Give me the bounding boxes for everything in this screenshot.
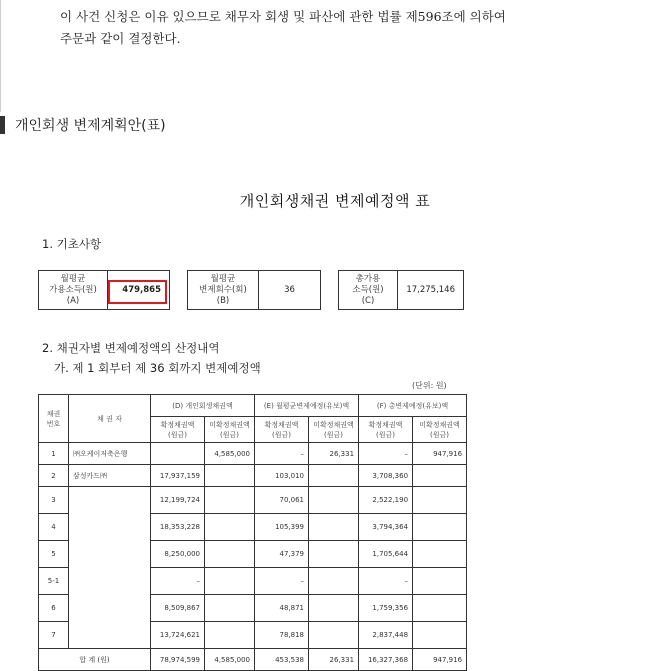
header-d-confirmed: 확정채권액 (원금) (151, 417, 205, 443)
row-e-confirmed: – (255, 443, 309, 465)
table-row (39, 568, 467, 595)
document-title: 개인회생채권 변제예정액 표 (239, 192, 431, 210)
total-label: 합 계 (원) (39, 649, 151, 671)
row-d-unconfirmed (205, 465, 255, 487)
row-e-unconfirmed (309, 465, 359, 487)
row-e-confirmed: 48,871 (255, 595, 309, 622)
table-row (39, 487, 467, 514)
row-f-unconfirmed (413, 541, 467, 568)
box-repayment-count (187, 270, 321, 310)
header-group-e: (E) 월평균변제예정(유보)액 (255, 395, 359, 417)
intro-line-2: 주문과 같이 결정한다. (60, 31, 181, 46)
header-creditor: 채 권 자 (69, 395, 151, 443)
total-f2: 947,916 (413, 649, 467, 671)
row-e-unconfirmed (309, 595, 359, 622)
row-number: 1 (39, 443, 69, 465)
table-row (39, 541, 467, 568)
row-d-unconfirmed (205, 622, 255, 649)
row-creditor (69, 595, 151, 622)
row-number: 7 (39, 622, 69, 649)
unit-label: (단위: 원) (412, 381, 447, 390)
row-d-confirmed: 12,199,724 (151, 487, 205, 514)
row-f-confirmed: 2,522,190 (359, 487, 413, 514)
row-creditor (69, 622, 151, 649)
row-d-confirmed (151, 443, 205, 465)
box-c-label-line2: 소득(원) (352, 284, 384, 295)
row-f-unconfirmed (413, 568, 467, 595)
row-e-unconfirmed (309, 568, 359, 595)
row-creditor (69, 541, 151, 568)
box-a-label-line3: (A) (66, 295, 80, 306)
box-a-label-line2: 가용소득(원) (49, 284, 97, 295)
box-c-label-line1: 총가용 (355, 273, 381, 284)
row-e-confirmed: 70,061 (255, 487, 309, 514)
row-d-confirmed: 8,509,867 (151, 595, 205, 622)
calc-subheading: 가. 제 1 회부터 제 36 회까지 변제예정액 (54, 361, 261, 375)
intro-line-1: 이 사건 신청은 이유 있으므로 채무자 회생 및 파산에 관한 법률 제596조에 의하여 (60, 9, 506, 24)
row-f-unconfirmed (413, 465, 467, 487)
row-f-confirmed: 3,794,364 (359, 514, 413, 541)
row-creditor: 삼성카드㈜ (69, 465, 151, 487)
table-row (39, 622, 467, 649)
section-heading (0, 114, 166, 136)
row-d-unconfirmed (205, 541, 255, 568)
row-f-confirmed: – (359, 443, 413, 465)
row-f-confirmed: 1,759,356 (359, 595, 413, 622)
row-e-unconfirmed (309, 514, 359, 541)
table-row (39, 465, 467, 487)
row-f-unconfirmed (413, 487, 467, 514)
table-row (39, 443, 467, 465)
row-f-unconfirmed: 947,916 (413, 443, 467, 465)
row-d-confirmed: 17,937,159 (151, 465, 205, 487)
row-f-confirmed: 3,708,360 (359, 465, 413, 487)
row-d-unconfirmed (205, 568, 255, 595)
header-group-f: (F) 총변제예정(유보)액 (359, 395, 467, 417)
table-row (39, 595, 467, 622)
row-creditor: ㈜오케이저축은행 (69, 443, 151, 465)
total-e1: 453,538 (255, 649, 309, 671)
row-d-confirmed: 18,353,228 (151, 514, 205, 541)
box-b-label-line3: (B) (216, 295, 230, 306)
table-header-row-1 (39, 395, 467, 417)
row-e-unconfirmed: 26,331 (309, 443, 359, 465)
row-f-confirmed: 2,837,448 (359, 622, 413, 649)
box-b-label-line2: 변제회수(회) (199, 284, 247, 295)
total-e2: 26,331 (309, 649, 359, 671)
row-d-unconfirmed: 4,585,000 (205, 443, 255, 465)
header-group-d: (D) 개인회생채권액 (151, 395, 255, 417)
row-d-confirmed: 8,250,000 (151, 541, 205, 568)
row-creditor (69, 568, 151, 595)
repayment-table (38, 394, 467, 671)
total-f1: 16,327,368 (359, 649, 413, 671)
row-d-unconfirmed (205, 487, 255, 514)
row-number: 4 (39, 514, 69, 541)
header-no: 채권 번호 (39, 395, 69, 443)
left-margin-rule (0, 0, 1, 112)
row-number: 2 (39, 465, 69, 487)
calc-heading: 2. 채권자별 변제예정액의 산정내역 (42, 341, 220, 355)
header-e-unconfirmed: 미확정채권액 (원금) (309, 417, 359, 443)
row-f-unconfirmed (413, 514, 467, 541)
box-total-income (338, 270, 464, 310)
row-f-unconfirmed (413, 622, 467, 649)
row-e-confirmed: 47,379 (255, 541, 309, 568)
total-d1: 78,974,599 (151, 649, 205, 671)
row-e-confirmed: 103,010 (255, 465, 309, 487)
section-heading-text: 개인회생 변제계획안(표) (15, 118, 166, 134)
box-c-value: 17,275,146 (406, 285, 455, 295)
row-d-confirmed: – (151, 568, 205, 595)
header-f-confirmed: 확정채권액 (원금) (359, 417, 413, 443)
row-e-unconfirmed (309, 622, 359, 649)
total-d2: 4,585,000 (205, 649, 255, 671)
row-d-confirmed: 13,724,621 (151, 622, 205, 649)
box-b-label-line1: 월평균 (210, 273, 236, 284)
header-f-unconfirmed: 미확정채권액 (원금) (413, 417, 467, 443)
row-number: 5-1 (39, 568, 69, 595)
row-f-confirmed: – (359, 568, 413, 595)
row-creditor (69, 487, 151, 514)
box-a-label (39, 271, 108, 309)
intro-text (60, 6, 506, 50)
box-b-value: 36 (284, 285, 295, 295)
row-e-confirmed: 105,399 (255, 514, 309, 541)
box-c-label (339, 271, 398, 309)
header-d-unconfirmed: 미확정채권액 (원금) (205, 417, 255, 443)
row-creditor (69, 514, 151, 541)
row-number: 3 (39, 487, 69, 514)
row-number: 5 (39, 541, 69, 568)
row-e-unconfirmed (309, 487, 359, 514)
box-a-value: 479,865 (122, 285, 161, 295)
row-number: 6 (39, 595, 69, 622)
row-e-confirmed: 78,818 (255, 622, 309, 649)
box-c-label-line3: (C) (361, 295, 375, 306)
table-total-row (39, 649, 467, 671)
row-e-confirmed: – (255, 568, 309, 595)
row-e-unconfirmed (309, 541, 359, 568)
row-f-confirmed: 1,705,644 (359, 541, 413, 568)
row-d-unconfirmed (205, 514, 255, 541)
box-b-label (188, 271, 259, 309)
table-row (39, 514, 467, 541)
box-a-label-line1: 월평균 (60, 273, 86, 284)
value-highlight-box (108, 280, 167, 304)
row-d-unconfirmed (205, 595, 255, 622)
heading-bar (0, 116, 5, 134)
header-e-confirmed: 확정채권액 (원금) (255, 417, 309, 443)
basics-heading: 1. 기초사항 (42, 237, 102, 251)
row-f-unconfirmed (413, 595, 467, 622)
